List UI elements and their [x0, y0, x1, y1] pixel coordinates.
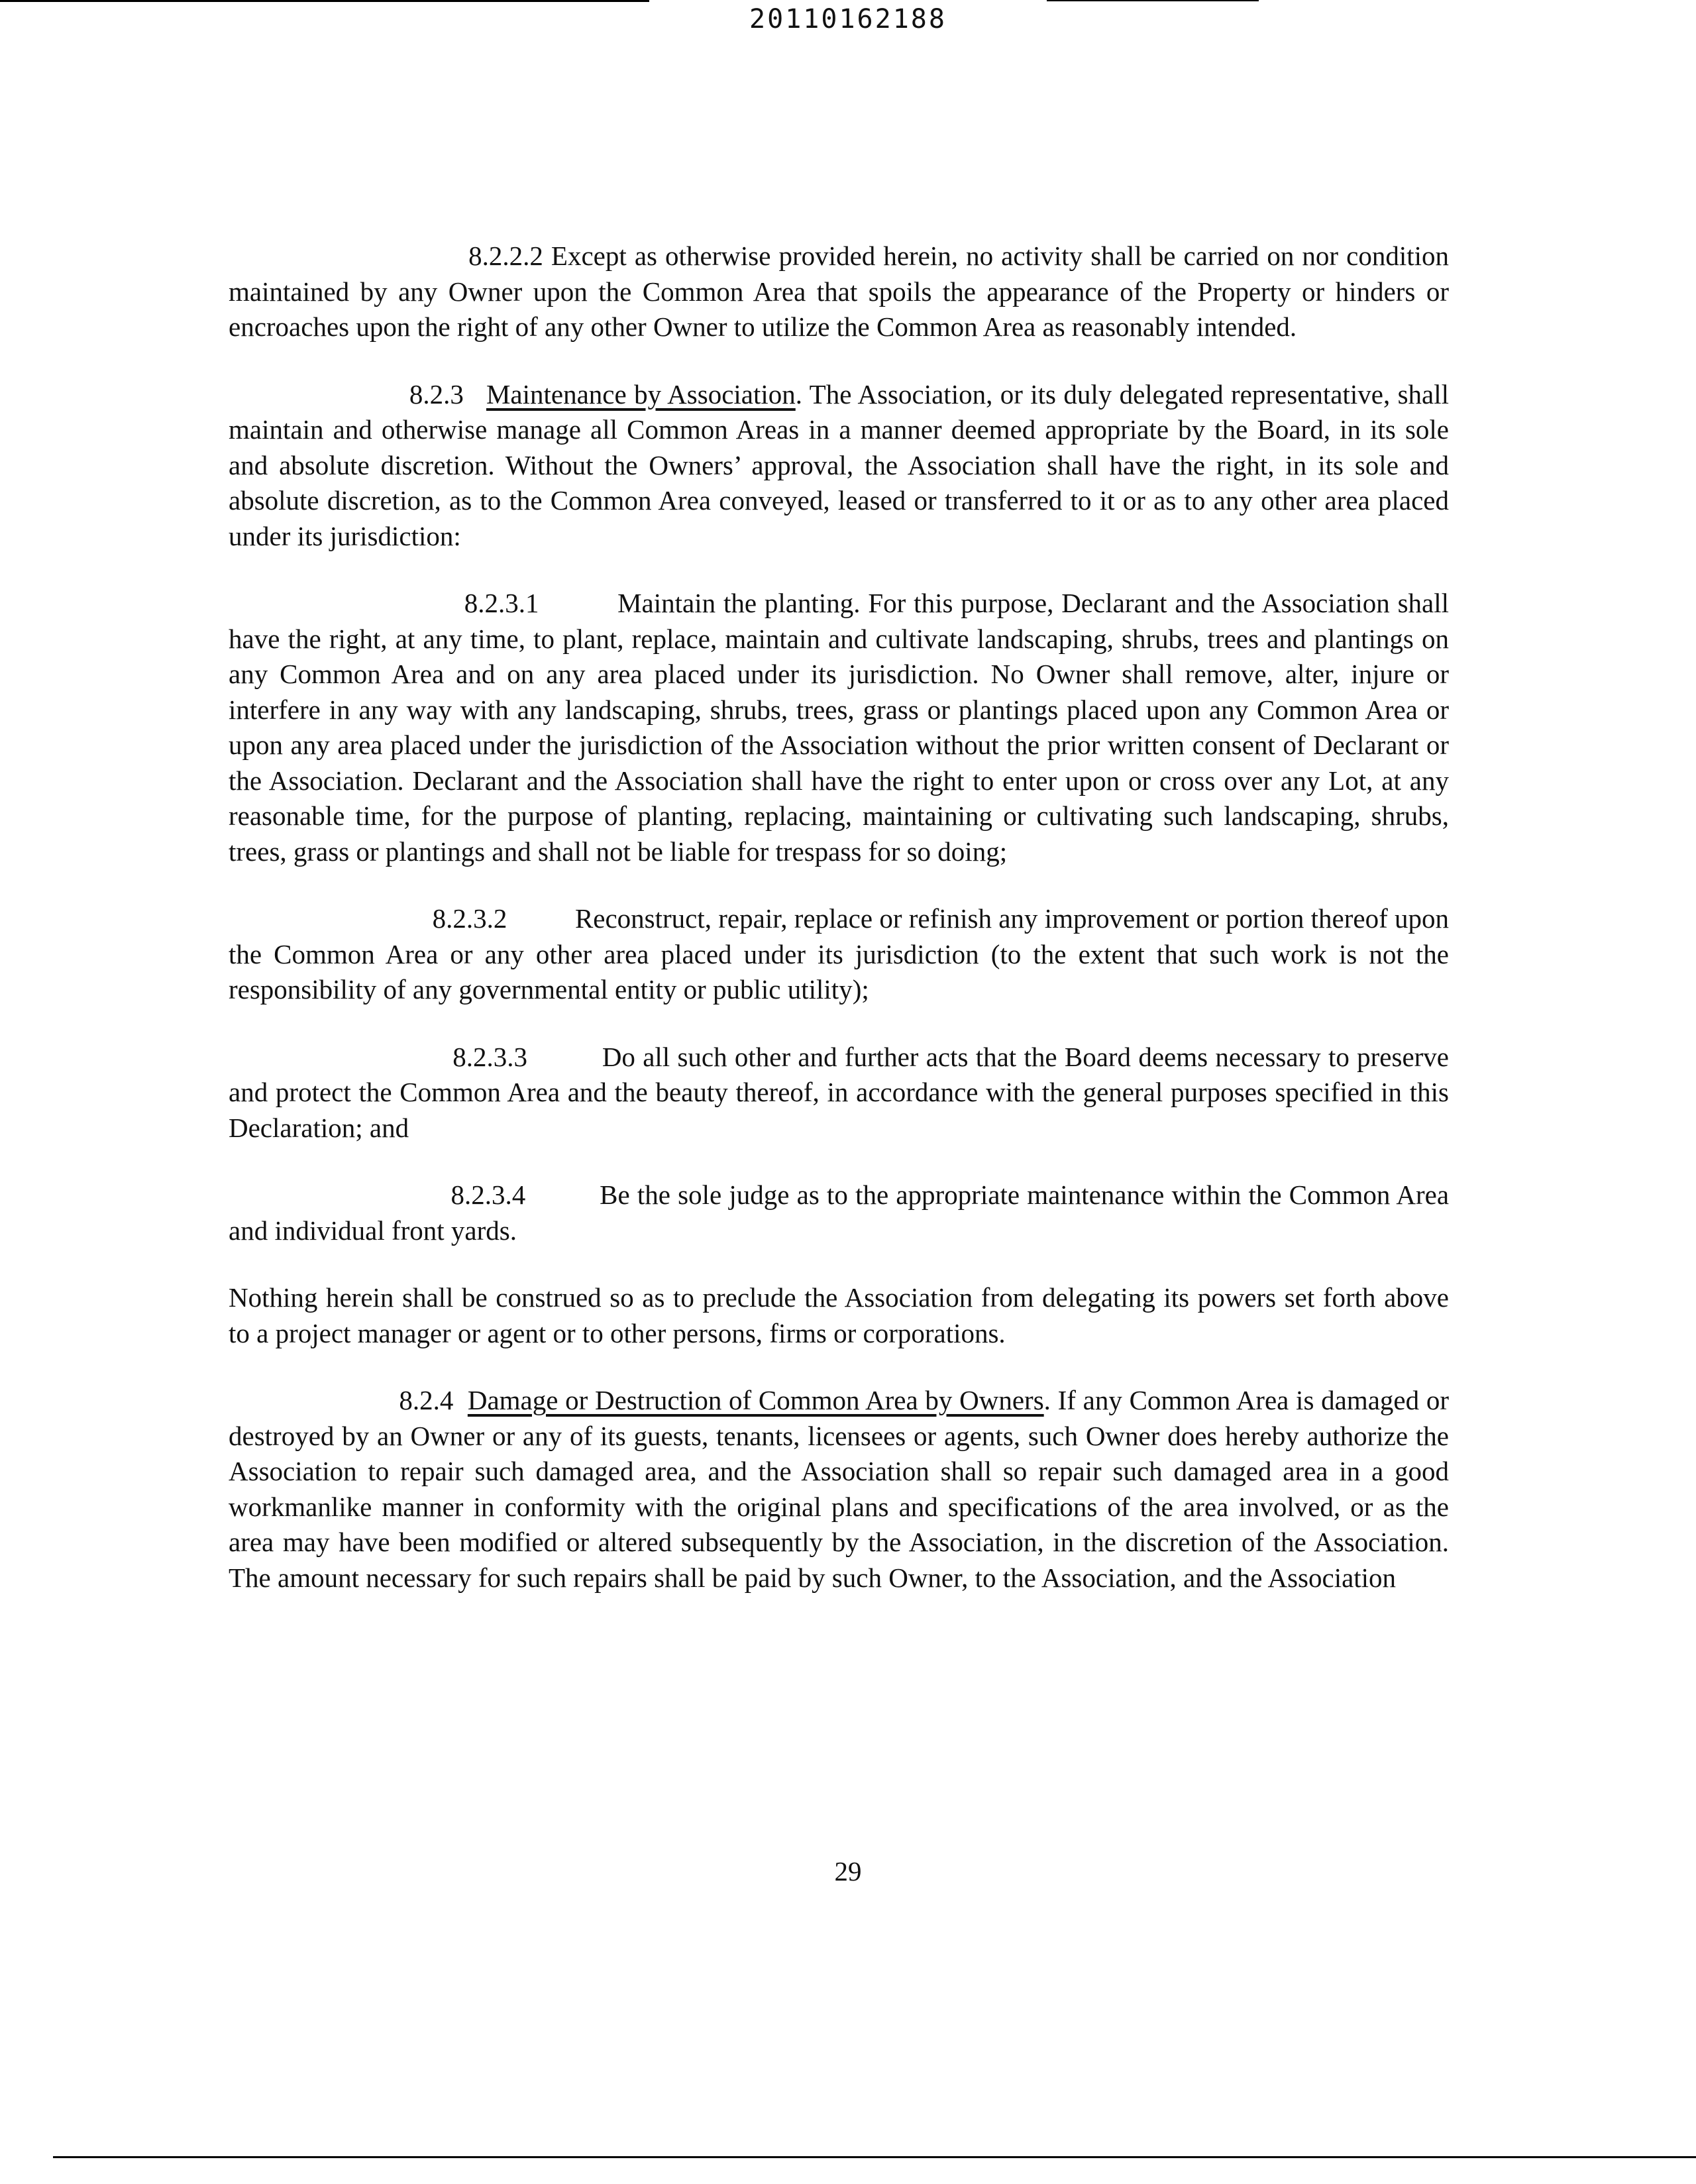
document-number: 20110162188	[749, 4, 947, 34]
paragraph-8-2-3-4: 8.2.3.4 Be the sole judge as to the appropriate maintenance within the Common Area and individual front yards.	[229, 1179, 1450, 1246]
section-number: 8.2.2.2	[468, 241, 543, 271]
section-number: 8.2.3.3	[452, 1041, 528, 1072]
section-heading: Maintenance by Association	[486, 378, 796, 410]
section-number: 8.2.4	[399, 1385, 454, 1415]
section-heading: Damage or Destruction of Common Area by Owners	[467, 1385, 1044, 1415]
top-left-rule	[0, 0, 649, 2]
paragraph-8-2-4: 8.2.4 Damage or Destruction of Common Area by Owners. If any Common Area is damaged or destroyed by an Owner or any of its guests, tenants, licensees or agents, such Owner does hereby authorize the Association to repair such damaged area, and the Association shall so repair such damaged area in a good workmanlike manner in conformity with the original plans and specifications of the area involved, or as the area may have been modified or altered subsequently by the Association, in the discretion of the Association. The amount necessary for such repairs shall be paid by such Owner, to the Association, and the Association	[229, 1385, 1449, 1593]
paragraph-8-2-2-2: 8.2.2.2 Except as otherwise provided herein, no activity shall be carried on nor condition maintained by any Owner upon the Common Area that spoils the appearance of the Property or hinders or encroaches upon the right of any other Owner to utilize the Common Area as reasonably intended.	[229, 241, 1449, 342]
paragraph-8-2-3: 8.2.3 Maintenance by Association. The Association, or its duly delegated representative, shall maintain and otherwise manage all Common Areas in a manner deemed appropriate by the Board, in its sole and absolute discretion. Without the Owners’ approval, the Association shall have the right, in its sole and absolute discretion, as to the Common Area conveyed, leased or transferred to it or as to any other area placed under its jurisdiction:	[229, 378, 1450, 551]
section-number: 8.2.3	[409, 378, 464, 410]
paragraph-delegation: Nothing herein shall be construed so as to preclude the Association from delegating its powers set forth above to a project manager or agent or to other persons, firms or corporations.	[229, 1282, 1449, 1348]
document-body	[229, 239, 1449, 1627]
paragraph-8-2-3-1: 8.2.3.1 Maintain the planting. For this purpose, Declarant and the Association shall have the right, at any time, to plant, replace, maintain and cultivate landscaping, shrubs, trees and plantings on any Common Area and on any area placed under its jurisdiction. No Owner shall remove, alter, injure or interfere in any way with any landscaping, shrubs, trees, grass or plantings placed upon any Common Area or upon any area placed under the jurisdiction of the Association without the prior written consent of Declarant or the Association. Declarant and the Association shall have the right to enter upon or cross over any Lot, at any reasonable time, for the purpose of planting, replacing, maintaining or cultivating such landscaping, shrubs, trees, grass or plantings and shall not be liable for trespass for so doing;	[229, 588, 1450, 867]
bottom-rule	[53, 2156, 1696, 2158]
top-right-rule	[1047, 0, 1259, 1]
section-number: 8.2.3.4	[450, 1179, 526, 1210]
paragraph-8-2-3-2: 8.2.3.2 Reconstruct, repair, replace or refinish any improvement or portion thereof upon the Common Area or any other area placed under its jurisdiction (to the extent that such work is not the responsibility of any governmental entity or public utility);	[229, 903, 1449, 1005]
section-number: 8.2.3.1	[464, 588, 539, 618]
section-number: 8.2.3.2	[432, 903, 507, 934]
page-number: 29	[834, 1856, 862, 1886]
paragraph-8-2-3-3: 8.2.3.3 Do all such other and further acts that the Board deems necessary to preserve and protect the Common Area and the beauty thereof, in accordance with the general purposes specified in this Declaration; and	[229, 1041, 1449, 1143]
